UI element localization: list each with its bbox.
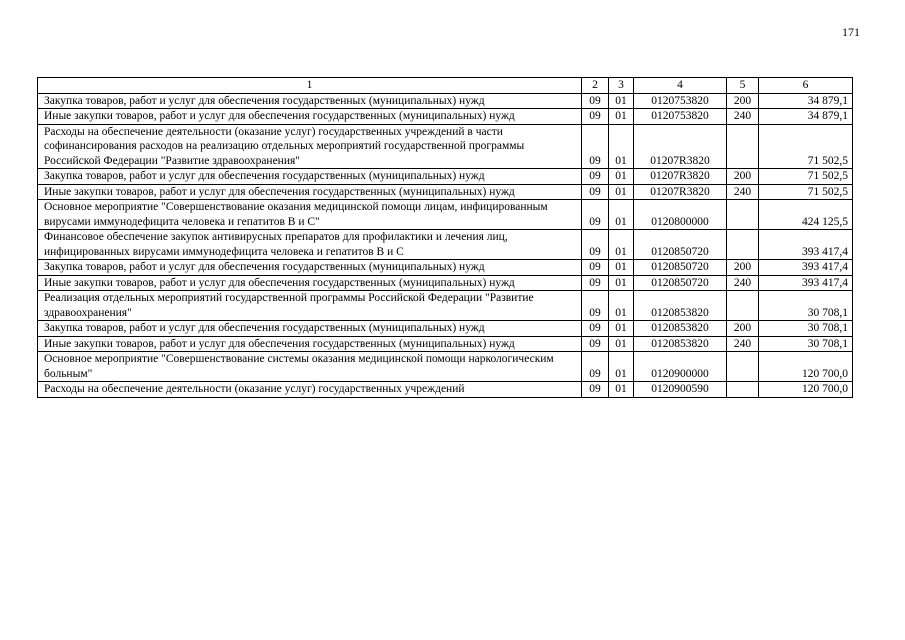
cell-amount: 393 417,4 [759,260,853,276]
cell-expense-type: 240 [727,275,759,291]
cell-name: Закупка товаров, работ и услуг для обеспечения государственных (муниципальных) нужд [38,93,582,109]
cell-name: Закупка товаров, работ и услуг для обеспечения государственных (муниципальных) нужд [38,260,582,276]
cell-section: 09 [582,230,609,260]
cell-expense-type: 240 [727,184,759,200]
table-row [38,352,853,382]
cell-target-code: 0120850720 [634,275,727,291]
cell-name: Иные закупки товаров, работ и услуг для обеспечения государственных (муниципальных) нужд [38,184,582,200]
cell-target-code: 0120853820 [634,321,727,337]
table-row [38,124,853,169]
cell-target-code: 0120853820 [634,336,727,352]
cell-section: 09 [582,184,609,200]
cell-expense-type: 200 [727,169,759,185]
cell-target-code: 0120800000 [634,200,727,230]
cell-subsection: 01 [609,382,634,398]
cell-target-code: 0120850720 [634,230,727,260]
cell-subsection: 01 [609,275,634,291]
cell-name: Иные закупки товаров, работ и услуг для обеспечения государственных (муниципальных) нужд [38,109,582,125]
cell-name: Закупка товаров, работ и услуг для обеспечения государственных (муниципальных) нужд [38,321,582,337]
cell-section: 09 [582,291,609,321]
cell-subsection: 01 [609,200,634,230]
header-cell-1: 1 [38,78,582,94]
table-row [38,275,853,291]
cell-expense-type: 200 [727,93,759,109]
cell-amount: 71 502,5 [759,184,853,200]
cell-subsection: 01 [609,336,634,352]
cell-name: Расходы на обеспечение деятельности (оказание услуг) государственных учреждений в части софинансирования расходов на реализацию отдельных мероприятий государственной программы Российской Федерации "Развитие здравоохранения" [38,124,582,169]
table-row [38,230,853,260]
cell-expense-type [727,382,759,398]
cell-name: Закупка товаров, работ и услуг для обеспечения государственных (муниципальных) нужд [38,169,582,185]
cell-amount: 393 417,4 [759,275,853,291]
cell-section: 09 [582,93,609,109]
cell-amount: 71 502,5 [759,169,853,185]
header-cell-4: 4 [634,78,727,94]
cell-section: 09 [582,382,609,398]
cell-expense-type: 240 [727,336,759,352]
cell-section: 09 [582,275,609,291]
budget-table [37,77,853,398]
cell-amount: 393 417,4 [759,230,853,260]
cell-amount: 30 708,1 [759,336,853,352]
cell-target-code: 01207R3820 [634,169,727,185]
cell-expense-type [727,352,759,382]
cell-subsection: 01 [609,230,634,260]
cell-section: 09 [582,336,609,352]
cell-subsection: 01 [609,291,634,321]
cell-subsection: 01 [609,124,634,169]
cell-target-code: 01207R3820 [634,124,727,169]
cell-target-code: 0120850720 [634,260,727,276]
table-row [38,382,853,398]
cell-expense-type: 200 [727,321,759,337]
cell-expense-type [727,124,759,169]
cell-subsection: 01 [609,260,634,276]
cell-amount: 30 708,1 [759,321,853,337]
table-row [38,184,853,200]
cell-section: 09 [582,321,609,337]
cell-name: Финансовое обеспечение закупок антивирусных препаратов для профилактики и лечения лиц, инфицированных вирусами иммунодефицита человека и гепатитов В и С [38,230,582,260]
cell-section: 09 [582,169,609,185]
cell-target-code: 0120753820 [634,109,727,125]
cell-section: 09 [582,352,609,382]
cell-amount: 34 879,1 [759,109,853,125]
cell-amount: 30 708,1 [759,291,853,321]
cell-amount: 34 879,1 [759,93,853,109]
cell-section: 09 [582,124,609,169]
cell-subsection: 01 [609,169,634,185]
cell-name: Основное мероприятие "Совершенствование системы оказания медицинской помощи наркологическим больным" [38,352,582,382]
cell-expense-type [727,200,759,230]
table-row [38,336,853,352]
table-row [38,200,853,230]
table-row [38,169,853,185]
cell-section: 09 [582,109,609,125]
table-header-row [38,78,853,94]
table-row [38,109,853,125]
table-row [38,321,853,337]
header-cell-3: 3 [609,78,634,94]
table-row [38,260,853,276]
cell-target-code: 0120900000 [634,352,727,382]
cell-target-code: 0120753820 [634,93,727,109]
cell-name: Расходы на обеспечение деятельности (оказание услуг) государственных учреждений [38,382,582,398]
cell-amount: 424 125,5 [759,200,853,230]
header-cell-2: 2 [582,78,609,94]
cell-section: 09 [582,260,609,276]
cell-target-code: 0120853820 [634,291,727,321]
table-row [38,291,853,321]
cell-name: Основное мероприятие "Совершенствование оказания медицинской помощи лицам, инфицированным вирусами иммунодефицита человека и гепатитов В и С" [38,200,582,230]
cell-name: Реализация отдельных мероприятий государственной программы Российской Федерации "Развитие здравоохранения" [38,291,582,321]
cell-subsection: 01 [609,184,634,200]
cell-expense-type: 200 [727,260,759,276]
cell-expense-type [727,230,759,260]
cell-name: Иные закупки товаров, работ и услуг для обеспечения государственных (муниципальных) нужд [38,336,582,352]
page-number: 171 [842,25,860,39]
header-cell-5: 5 [727,78,759,94]
header-cell-6: 6 [759,78,853,94]
cell-expense-type [727,291,759,321]
cell-subsection: 01 [609,321,634,337]
table-row [38,93,853,109]
cell-section: 09 [582,200,609,230]
cell-target-code: 0120900590 [634,382,727,398]
cell-subsection: 01 [609,352,634,382]
cell-amount: 120 700,0 [759,382,853,398]
cell-subsection: 01 [609,93,634,109]
cell-subsection: 01 [609,109,634,125]
cell-name: Иные закупки товаров, работ и услуг для обеспечения государственных (муниципальных) нужд [38,275,582,291]
cell-amount: 71 502,5 [759,124,853,169]
cell-target-code: 01207R3820 [634,184,727,200]
cell-amount: 120 700,0 [759,352,853,382]
cell-expense-type: 240 [727,109,759,125]
